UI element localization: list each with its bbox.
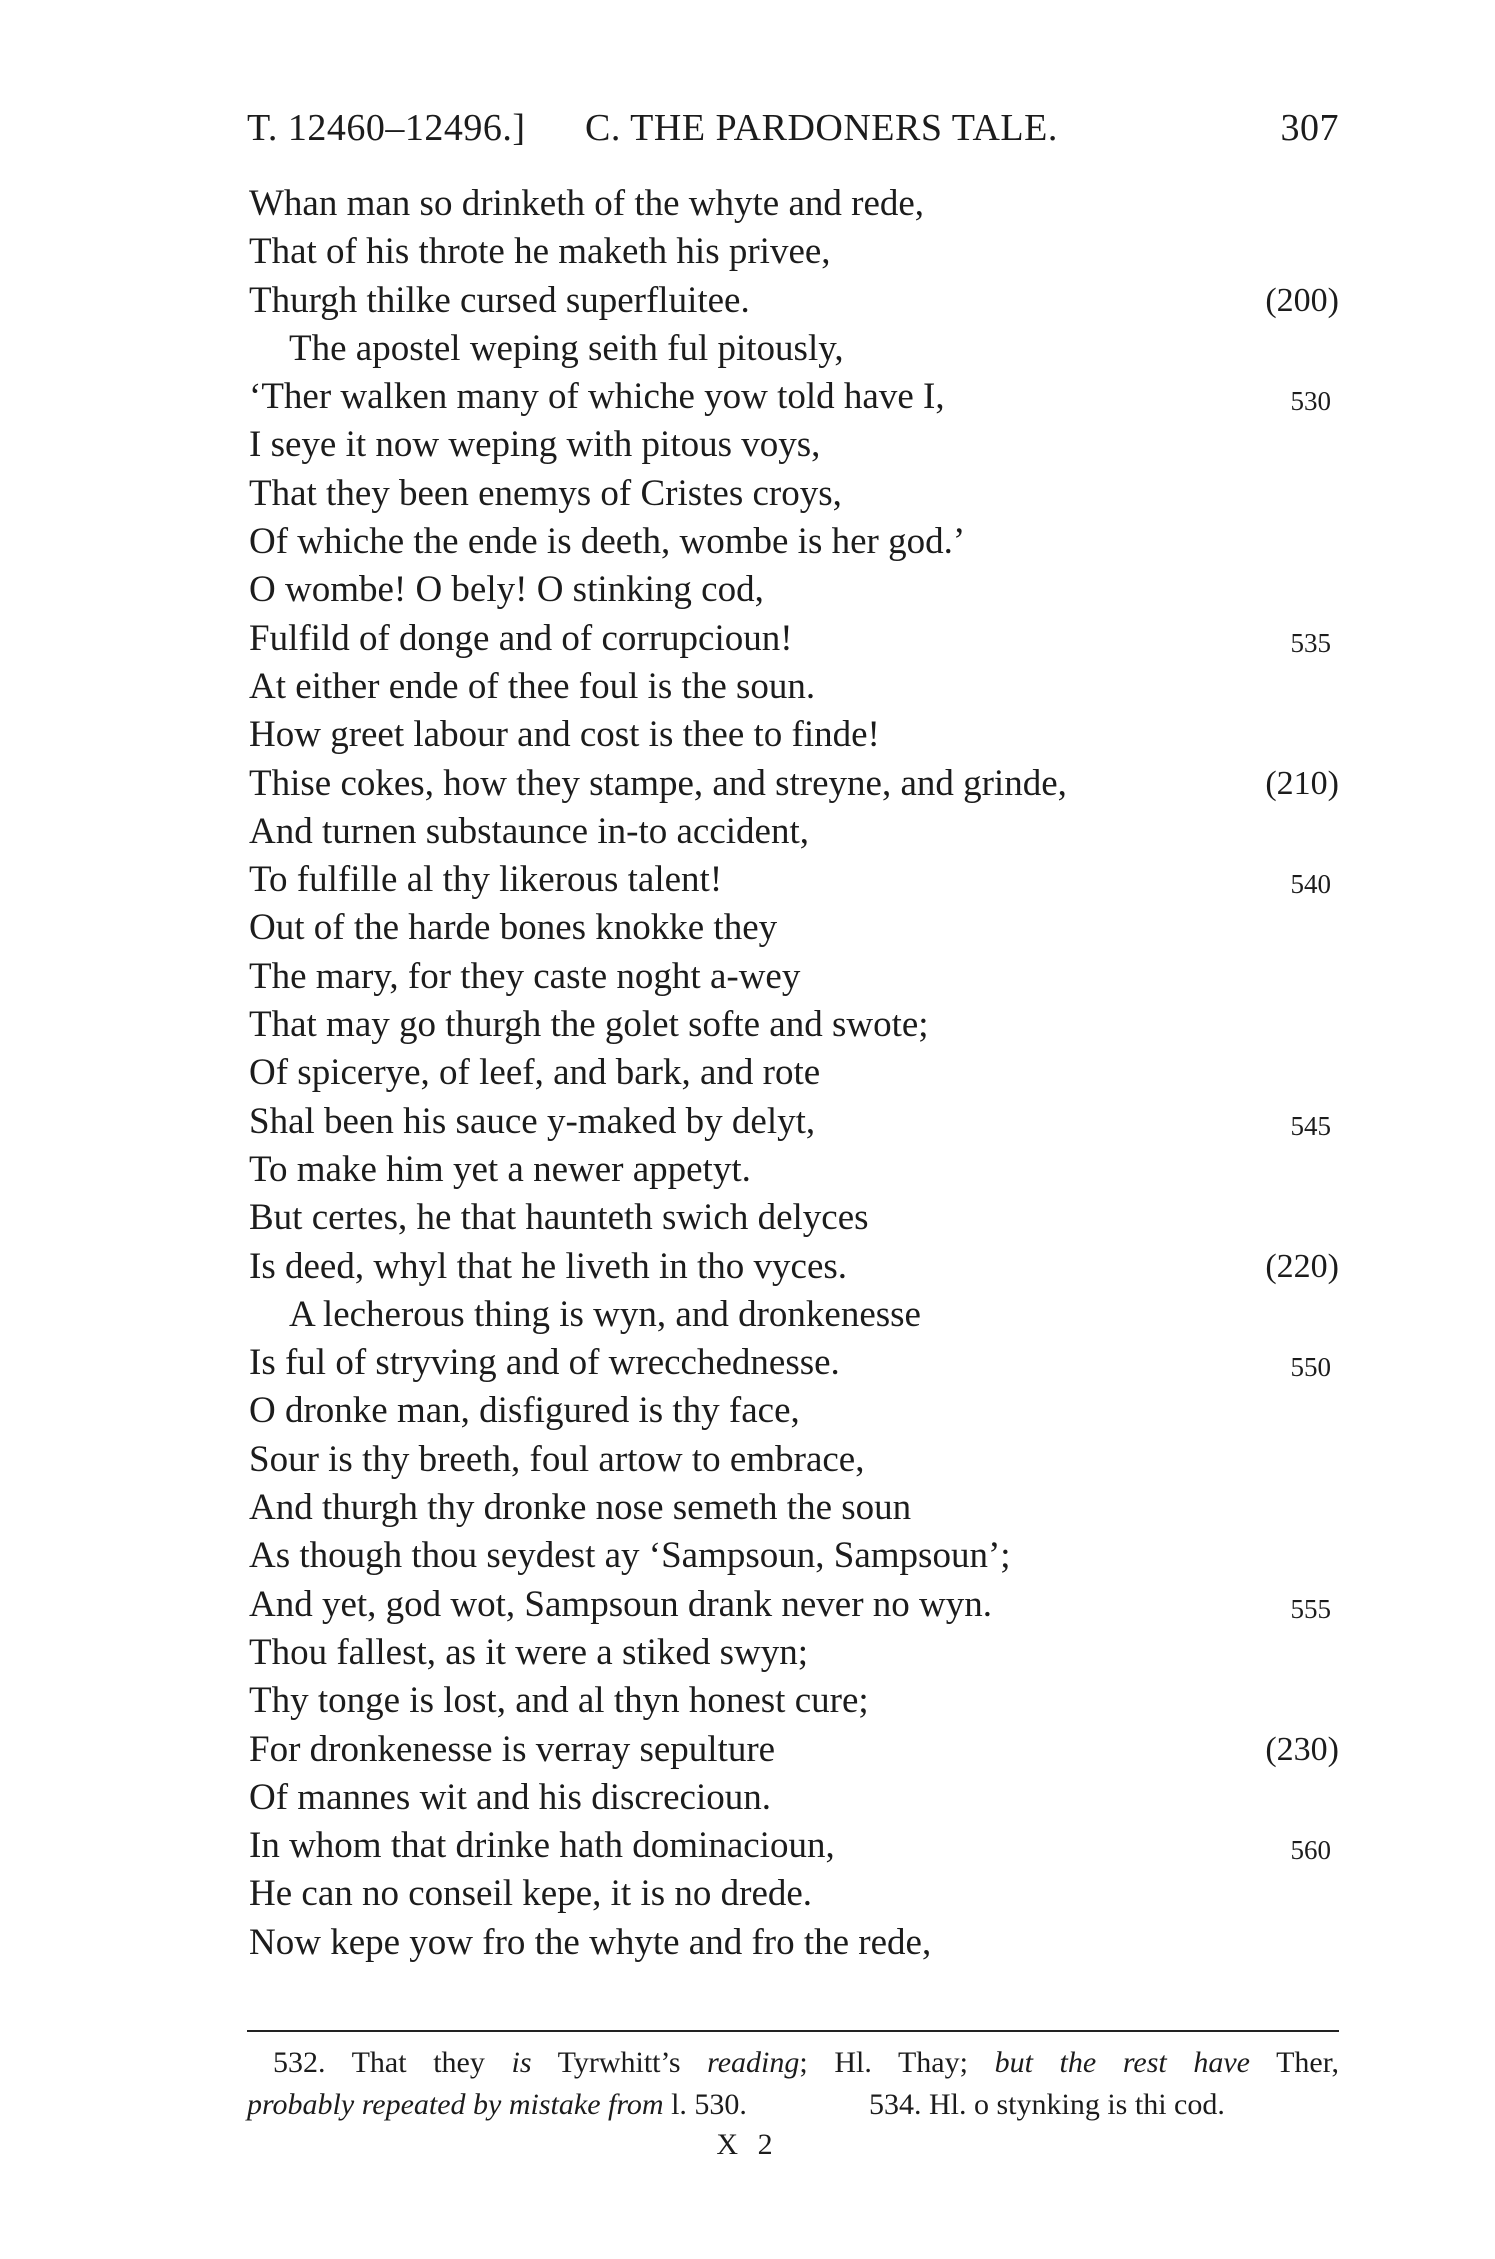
verse-line (249, 470, 1339, 518)
line-number: (220) (1265, 1247, 1339, 1285)
verse-text: He can no conseil kepe, it is no drede. (249, 1873, 813, 1915)
verse-text: I seye it now weping with pitous voys, (249, 424, 821, 466)
verse-text: Sour is thy breeth, foul artow to embrace, (249, 1438, 865, 1480)
verse-line (249, 180, 1339, 228)
verse-text: And thurgh thy dronke nose semeth the soun (249, 1487, 912, 1529)
verse-line (249, 1436, 1339, 1484)
line-number: 535 (1290, 627, 1331, 658)
verse-line (249, 904, 1339, 952)
verse-line (249, 953, 1339, 1001)
verse-text: Thy tonge is lost, and al thyn honest cure; (249, 1680, 869, 1722)
verse-text: Of whiche the ende is deeth, wombe is her god.’ (249, 521, 966, 563)
verse-line (249, 1243, 1339, 1291)
verse-line (249, 1194, 1339, 1242)
verse-text: Whan man so drinketh of the whyte and rede, (249, 183, 925, 224)
verse-text: Of spicerye, of leef, and bark, and rote (249, 1052, 821, 1094)
footnote-line (247, 2042, 1339, 2084)
footnote-divider (247, 2030, 1339, 2032)
verse-text: In whom that drinke hath dominacioun, (249, 1825, 835, 1867)
verse-text: But certes, he that haunteth swich delyces (249, 1197, 869, 1239)
verse-line (249, 518, 1339, 566)
verse-line (249, 1822, 1339, 1870)
verse-text: And turnen substaunce in-to accident, (249, 810, 809, 852)
line-number: 540 (1290, 869, 1331, 900)
verse-text: And yet, god wot, Sampsoun drank never no wyn. (249, 1583, 992, 1625)
verse-line (249, 808, 1339, 856)
verse-line (249, 1146, 1339, 1194)
verse-line (249, 373, 1339, 421)
verse-line (249, 277, 1339, 325)
verse-text: Fulfild of donge and of corrupcioun! (249, 617, 793, 659)
verse-text: That may go thurgh the golet softe and swote; (249, 1004, 929, 1046)
verse-line (249, 1581, 1339, 1629)
verse-text: As though thou seydest ay ‘Sampsoun, Sampsoun’; (249, 1535, 1011, 1577)
verse-text: O wombe! O bely! O stinking cod, (249, 569, 764, 611)
verse-line (249, 1339, 1339, 1387)
verse-text: A lecherous thing is wyn, and dronkenesse (289, 1293, 921, 1335)
running-header (247, 98, 1339, 154)
verse-text: How greet labour and cost is thee to finde! (249, 714, 880, 756)
verse-text: Now kepe yow fro the whyte and fro the rede, (249, 1921, 932, 1963)
verse-text: Thise cokes, how they stampe, and streyne, and grinde, (249, 762, 1067, 804)
verse-text: ‘Ther walken many of whiche yow told have I, (249, 376, 945, 418)
verse-text: The apostel weping seith ful pitously, (289, 327, 844, 369)
verse-line (249, 1870, 1339, 1918)
verse-line (249, 1001, 1339, 1049)
verse-line (249, 1049, 1339, 1097)
poem-text (249, 180, 1339, 1967)
footnote-534: 534. Hl. o stynking is thi cod. (869, 2088, 1225, 2121)
verse-text: Thurgh thilke cursed superfluitee. (249, 279, 750, 321)
footnote-532: 532. That they is Tyrwhitt’s reading; Hl. Thay; but the rest have Ther, (273, 2046, 1340, 2079)
footnote-line (247, 2084, 1339, 2126)
verse-text: That they been enemys of Cristes croys, (249, 472, 842, 514)
line-number: 560 (1290, 1835, 1331, 1866)
footnote-532-continued: probably repeated by mistake from l. 530. (247, 2088, 747, 2121)
verse-line (249, 1387, 1339, 1435)
verse-line (249, 615, 1339, 663)
verse-line (249, 663, 1339, 711)
verse-line (249, 1098, 1339, 1146)
verse-line (249, 1919, 1339, 1967)
tale-title: C. THE PARDONERS TALE. (585, 107, 1058, 149)
verse-text: To fulfille al thy likerous talent! (249, 859, 723, 901)
line-number: (200) (1265, 281, 1339, 319)
verse-line (249, 1629, 1339, 1677)
verse-text: That of his throte he maketh his privee, (249, 231, 831, 273)
verse-text: To make him yet a newer appetyt. (249, 1148, 751, 1190)
verse-text: The mary, for they caste noght a-wey (249, 955, 801, 997)
verse-text: Thou fallest, as it were a stiked swyn; (249, 1631, 808, 1673)
footnotes (247, 2042, 1339, 2126)
line-number: 550 (1290, 1352, 1331, 1383)
verse-line (249, 856, 1339, 904)
verse-line (249, 760, 1339, 808)
signature-mark: X 2 (716, 2128, 779, 2161)
verse-text: Of mannes wit and his discrecioun. (249, 1776, 771, 1818)
verse-line (249, 566, 1339, 614)
verse-text: At either ende of thee foul is the soun. (249, 665, 816, 707)
line-number: 555 (1290, 1593, 1331, 1624)
verse-line (249, 1532, 1339, 1580)
verse-line (249, 1774, 1339, 1822)
page-number: 307 (1280, 107, 1339, 149)
verse-line (249, 1677, 1339, 1725)
verse-line (249, 1291, 1339, 1339)
line-range: T. 12460–12496.] (247, 107, 526, 149)
verse-text: Shal been his sauce y-maked by delyt, (249, 1100, 816, 1142)
verse-text: O dronke man, disfigured is thy face, (249, 1390, 800, 1432)
verse-line (249, 228, 1339, 276)
verse-line (249, 1484, 1339, 1532)
verse-text: Out of the harde bones knokke they (249, 907, 778, 949)
verse-line (249, 1726, 1339, 1774)
verse-line (249, 421, 1339, 469)
line-number: 545 (1290, 1110, 1331, 1141)
line-number: (210) (1265, 764, 1339, 802)
verse-text: Is deed, whyl that he liveth in tho vyces. (249, 1245, 848, 1287)
verse-line (249, 711, 1339, 759)
verse-text: For dronkenesse is verray sepulture (249, 1728, 776, 1770)
verse-text: Is ful of stryving and of wrecchednesse. (249, 1342, 840, 1384)
line-number: 530 (1290, 386, 1331, 417)
line-number: (230) (1265, 1730, 1339, 1768)
verse-line (249, 325, 1339, 373)
